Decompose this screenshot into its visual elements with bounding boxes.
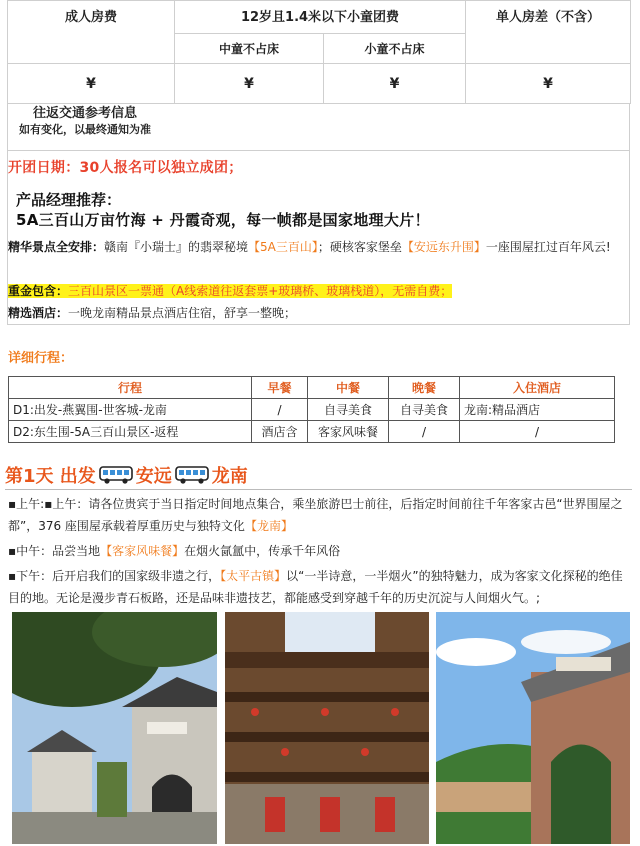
day1-noon-text-1: 品尝当地: [52, 544, 101, 558]
itinerary-table: [8, 376, 615, 443]
itinerary-header-row: [9, 377, 615, 399]
price-header-child-group: [175, 1, 466, 34]
price-table: [7, 0, 631, 104]
price-small-child-value: ¥: [324, 64, 466, 104]
hotel-paragraph: [8, 303, 622, 324]
highlights-text-2: ；硬核客家堡垒: [317, 240, 402, 254]
itinerary-cell: 酒店含: [252, 421, 308, 443]
price-header-adult-label: 成人房费: [64, 10, 117, 25]
price-sub-mid-child: 中童不占床: [175, 34, 324, 64]
itinerary-cell: D2:东生围-5A三百山景区-返程: [9, 421, 252, 443]
price-header-single-label: 单人房差（不含）: [495, 10, 600, 25]
itinerary-title: 详细行程：: [8, 351, 74, 366]
included-text: 三百山景区一票通（A线索道往返套票+玻璃桥、玻璃栈道），无需自费；: [68, 284, 453, 298]
hotel-label: 精选酒店：: [8, 306, 69, 320]
hotel-text: 一晚龙南精品景点酒店住宿，舒享一整晚；: [68, 306, 297, 320]
itinerary-cell: 龙南:精品酒店: [460, 399, 615, 421]
itinerary-header-lunch: 中餐: [308, 377, 389, 399]
transport-info: [7, 105, 163, 138]
itinerary-cell: /: [460, 421, 615, 443]
day1-title-b: 安远: [135, 466, 172, 487]
price-adult-value: ¥: [8, 64, 175, 104]
itinerary-cell: /: [252, 399, 308, 421]
price-header-child-label: 12岁且1.4米以下小童团费: [240, 10, 400, 25]
day1-noon-text-2: 在烟火氤氲中，传承千年风俗: [184, 544, 341, 558]
bus-icon: [175, 465, 209, 485]
price-header-adult: [8, 1, 175, 64]
highlights-paragraph: [8, 237, 622, 258]
day1-afternoon-tag: 【太平古镇】: [220, 569, 287, 583]
table-row: [9, 421, 615, 443]
day1-heading: [5, 461, 248, 489]
highlights-tag-2: 【安远东升围】: [401, 240, 486, 254]
day1-divider: [5, 489, 632, 490]
day1-noon-label: ▪中午：: [8, 544, 53, 558]
price-sub-small-child: 小童不占床: [324, 34, 466, 64]
photo-ancient-archway: [436, 612, 630, 844]
transport-title: 往返交通参考信息: [32, 106, 137, 121]
itinerary-cell: D1:出发-燕翼围-世客城-龙南: [9, 399, 252, 421]
day1-morning-marker: ▪上午:: [8, 497, 45, 511]
itinerary-cell: 自寻美食: [389, 399, 460, 421]
itinerary-header-hotel: 入住酒店: [460, 377, 615, 399]
photo-tulou-courtyard: [225, 612, 429, 844]
price-header-single: [466, 1, 631, 64]
photo-village-gate: [12, 612, 217, 844]
day1-noon: [8, 540, 632, 562]
day1-morning-text: 请各位贵宾于当日指定时间地点集合，乘坐旅游巴士前往，后指定时间前往千年客家古邑“世界围屋之都”，376 座围屋承载着厚重历史与独特文化: [8, 497, 623, 533]
departure-date-line: 开团日期：30人报名可以独立成团；: [8, 160, 243, 176]
day1-morning-tag: 【龙南】: [244, 519, 293, 533]
bus-icon: [99, 465, 133, 485]
included-paragraph: [8, 281, 622, 302]
included-label: 重金包含：: [8, 284, 69, 298]
price-single-value: ¥: [466, 64, 631, 104]
itinerary-cell: 客家风味餐: [308, 421, 389, 443]
day1-afternoon-label: ▪下午：: [8, 569, 53, 583]
day1-morning: [8, 493, 632, 537]
price-mid-child-value: ¥: [175, 64, 324, 104]
day1-title-a: 第1天 出发: [5, 466, 96, 487]
itinerary-cell: 自寻美食: [308, 399, 389, 421]
product-manager-label: 产品经理推荐：: [16, 191, 122, 209]
day1-morning-label: ▪上午：: [44, 497, 89, 511]
itinerary-cell: /: [389, 421, 460, 443]
itinerary-header-breakfast: 早餐: [252, 377, 308, 399]
day1-afternoon-text-2: 以“一半诗意，一半烟火”的独特魅力，成为客家文化探秘的绝佳目的地。无论是漫步青石板路，还是品味非遗技艺，都能感受到穿越千年的历史沉淀与人间烟火气。;: [8, 569, 623, 605]
transport-note: 如有变化，以最终通知为准: [19, 123, 151, 136]
itinerary-header-dinner: 晚餐: [389, 377, 460, 399]
highlights-text-1: 赣南『小瑞士』的翡翠秘境: [104, 240, 249, 254]
day1-title-c: 龙南: [211, 466, 248, 487]
day1-afternoon-text-1: 后开启我们的国家级非遗之行，: [52, 569, 221, 583]
product-manager-line: 5A三百山万亩竹海 + 丹霞奇观，每一帧都是国家地理大片！: [16, 211, 430, 229]
highlights-tag-1: 【5A三百山】: [248, 240, 318, 254]
highlights-text-3: 一座围屋扛过百年风云!: [485, 240, 611, 254]
day1-afternoon: [8, 565, 632, 609]
table-row: [9, 399, 615, 421]
day1-noon-tag: 【客家风味餐】: [100, 544, 185, 558]
highlights-label: 精华景点全安排：: [8, 240, 105, 254]
itinerary-header-route: 行程: [9, 377, 252, 399]
divider: [7, 150, 630, 151]
